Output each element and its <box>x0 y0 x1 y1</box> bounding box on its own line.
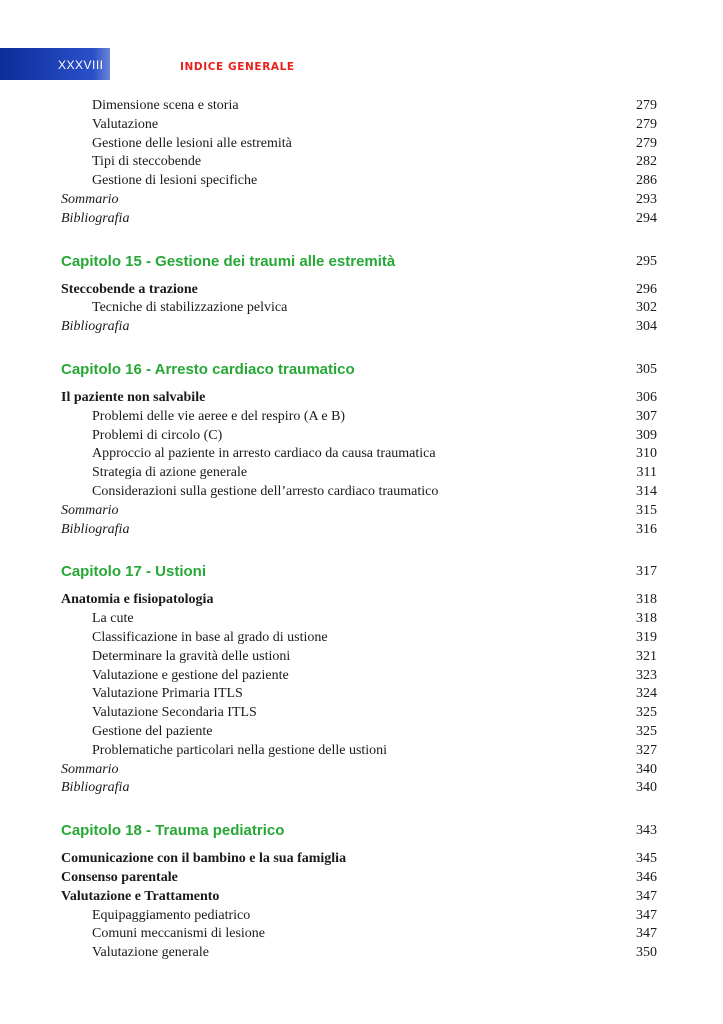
toc-entry-title: Sommario <box>61 761 119 777</box>
toc-entry-page-number: 318 <box>636 592 657 608</box>
toc-entry-title: Valutazione Secondaria ITLS <box>92 705 257 721</box>
toc-subsection-row <box>61 667 657 686</box>
toc-entry-page-number: 347 <box>636 907 657 923</box>
toc-entry-title: Capitolo 18 - Trauma pediatrico <box>61 822 285 840</box>
toc-entry-page-number: 343 <box>636 823 657 839</box>
toc-entry-page-number: 302 <box>636 300 657 316</box>
toc-chapter-row <box>61 560 657 584</box>
toc-entry-title: Capitolo 16 - Arresto cardiaco traumatico <box>61 360 355 378</box>
toc-chapter-row <box>61 819 657 843</box>
toc-entry-title: Classificazione in base al grado di ustione <box>92 629 328 645</box>
toc-entry-page-number: 294 <box>636 210 657 226</box>
toc-entry-title: Tipi di steccobende <box>92 154 202 170</box>
toc-entry-page-number: 347 <box>636 888 657 904</box>
toc-entry-page-number: 316 <box>636 521 657 537</box>
toc-entry-page-number: 327 <box>636 742 657 758</box>
toc-subsection-row <box>61 685 657 704</box>
toc-entry-page-number: 340 <box>636 761 657 777</box>
toc-entry-page-number: 279 <box>636 135 657 151</box>
toc-section-row <box>61 591 657 610</box>
toc-backmatter-row <box>61 210 657 229</box>
toc-backmatter-row <box>61 502 657 521</box>
toc-entry-page-number: 279 <box>636 116 657 132</box>
toc-entry-title: Steccobende a trazione <box>61 281 198 297</box>
toc-subsection-row <box>61 172 657 191</box>
toc-section-row <box>61 389 657 408</box>
toc-entry-page-number: 306 <box>636 389 657 405</box>
toc-entry-page-number: 296 <box>636 281 657 297</box>
toc-entry-title: Considerazioni sulla gestione dell’arresto cardiaco traumatico <box>92 483 439 499</box>
toc-chapter-row <box>61 250 657 274</box>
toc-backmatter-row <box>61 318 657 337</box>
toc-entry-page-number: 279 <box>636 98 657 113</box>
toc-chapter-row <box>61 358 657 382</box>
toc-subsection-row <box>61 153 657 172</box>
toc-subsection-row <box>61 648 657 667</box>
toc-entry-page-number: 286 <box>636 173 657 189</box>
toc-entry-page-number: 346 <box>636 869 657 885</box>
toc-entry-title: Sommario <box>61 502 119 518</box>
toc-entry-title: Problematiche particolari nella gestione delle ustioni <box>92 742 388 758</box>
toc-subsection-row <box>61 116 657 135</box>
toc-entry-page-number: 310 <box>636 446 657 462</box>
page-number: XXXVIII <box>58 58 104 72</box>
toc-entry-page-number: 325 <box>636 705 657 721</box>
toc-subsection-row <box>61 742 657 761</box>
toc-subsection-row <box>61 483 657 502</box>
toc-backmatter-row <box>61 191 657 210</box>
toc-entry-title: Comunicazione con il bambino e la sua famiglia <box>61 851 347 867</box>
toc-entry-title: Bibliografia <box>61 210 130 226</box>
toc-entry-title: Anatomia e fisiopatologia <box>61 592 214 608</box>
toc-subsection-row <box>61 299 657 318</box>
toc-entry-title: Gestione delle lesioni alle estremità <box>92 135 292 151</box>
toc-section-row <box>61 281 657 300</box>
toc-entry-page-number: 304 <box>636 319 657 335</box>
toc-entry-title: Dimensione scena e storia <box>92 98 239 113</box>
toc-entry-page-number: 350 <box>636 945 657 961</box>
toc-entry-title: Consenso parentale <box>61 869 178 885</box>
toc-subsection-row <box>61 723 657 742</box>
toc-entry-title: Approccio al paziente in arresto cardiaco da causa traumatica <box>92 446 436 462</box>
toc-subsection-row <box>61 907 657 926</box>
toc-entry-title: Capitolo 15 - Gestione dei traumi alle estremità <box>61 252 396 270</box>
toc-entry-title: Problemi di circolo (C) <box>92 427 223 443</box>
toc-entry-title: Valutazione e gestione del paziente <box>92 667 289 683</box>
toc-subsection-row <box>61 464 657 483</box>
toc-entry-page-number: 324 <box>636 686 657 702</box>
toc-entry-page-number: 340 <box>636 780 657 796</box>
toc-entry-page-number: 311 <box>636 465 657 481</box>
toc-entry-page-number: 293 <box>636 191 657 207</box>
toc-subsection-row <box>61 944 657 963</box>
toc-backmatter-row <box>61 521 657 540</box>
toc-section-row <box>61 850 657 869</box>
running-header-title: INDICE GENERALE <box>180 61 295 73</box>
toc-entry-page-number: 319 <box>636 629 657 645</box>
toc-entry-title: Tecniche di stabilizzazione pelvica <box>92 300 288 316</box>
toc-entry-page-number: 345 <box>636 851 657 867</box>
toc-subsection-row <box>61 427 657 446</box>
toc-subsection-row <box>61 445 657 464</box>
toc-entry-title: Determinare la gravità delle ustioni <box>92 648 291 664</box>
toc-entry-title: Gestione del paziente <box>92 723 213 739</box>
toc-entry-title: Bibliografia <box>61 521 130 537</box>
toc-entry-title: Valutazione <box>92 116 159 132</box>
toc-subsection-row <box>61 704 657 723</box>
toc-entry-title: Comuni meccanismi di lesione <box>92 926 266 942</box>
toc-entry-title: Valutazione Primaria ITLS <box>92 686 243 702</box>
toc-subsection-row <box>61 925 657 944</box>
toc-entry-title: Gestione di lesioni specifiche <box>92 173 258 189</box>
toc-entry-title: Equipaggiamento pediatrico <box>92 907 251 923</box>
toc-backmatter-row <box>61 761 657 780</box>
toc-entry-page-number: 325 <box>636 723 657 739</box>
toc-entry-page-number: 314 <box>636 483 657 499</box>
toc-entry-title: Bibliografia <box>61 319 130 335</box>
toc-subsection-row <box>61 97 657 116</box>
toc-entry-page-number: 318 <box>636 611 657 627</box>
toc-entry-title: Capitolo 17 - Ustioni <box>61 563 207 581</box>
toc-entry-title: Problemi delle vie aeree e del respiro (A e B) <box>92 408 346 424</box>
toc-entry-page-number: 315 <box>636 502 657 518</box>
toc-entry-title: Valutazione generale <box>92 945 209 961</box>
toc-subsection-row <box>61 610 657 629</box>
toc-entry-title: Il paziente non salvabile <box>61 389 206 405</box>
toc-entry-title: Valutazione e Trattamento <box>61 888 220 904</box>
toc-entry-title: Sommario <box>61 191 119 207</box>
toc-entry-page-number: 305 <box>636 361 657 377</box>
toc-entry-title: La cute <box>92 611 134 627</box>
toc-entry-page-number: 321 <box>636 648 657 664</box>
toc-entry-page-number: 347 <box>636 926 657 942</box>
toc-entry-title: Bibliografia <box>61 780 130 796</box>
toc-entry-page-number: 309 <box>636 427 657 443</box>
toc-entry-page-number: 323 <box>636 667 657 683</box>
toc-section-row <box>61 888 657 907</box>
toc-entry-page-number: 282 <box>636 154 657 170</box>
toc-entry-page-number: 295 <box>636 253 657 269</box>
toc-subsection-row <box>61 135 657 154</box>
table-of-contents <box>61 97 657 963</box>
toc-entry-page-number: 307 <box>636 408 657 424</box>
toc-backmatter-row <box>61 779 657 798</box>
toc-section-row <box>61 869 657 888</box>
toc-entry-title: Strategia di azione generale <box>92 465 248 481</box>
toc-entry-page-number: 317 <box>636 564 657 580</box>
toc-subsection-row <box>61 408 657 427</box>
toc-subsection-row <box>61 629 657 648</box>
